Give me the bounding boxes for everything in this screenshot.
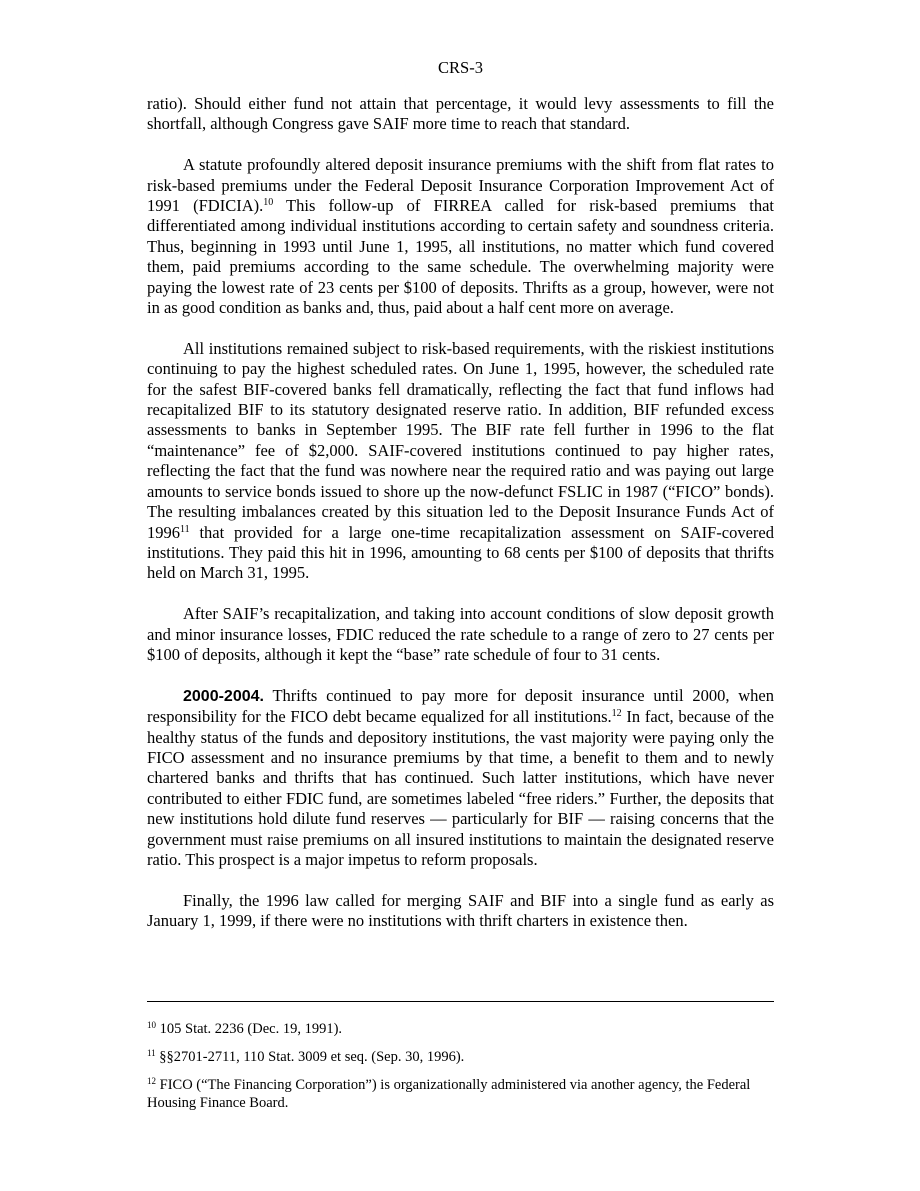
footnote-text: FICO (“The Financing Corporation”) is organizationally administered via another agency, the Federal Housing Finance Board.	[147, 1077, 751, 1111]
run-in-heading: 2000-2004.	[183, 687, 264, 705]
footnote-text: §§2701-2711, 110 Stat. 3009 et seq. (Sep. 30, 1996).	[155, 1049, 465, 1065]
footnote-ref-11: 11	[180, 523, 190, 535]
footnote-number: 11	[147, 1048, 156, 1058]
paragraph-text: This follow-up of FIRREA called for risk-based premiums that differentiated among individual institutions according to certain safety and soundness criteria. Thus, beginning in 1993 until June 1, 1995, all institutions, no matter which fund covered them, paid premiums according to the same schedule. The overwhelming majority were paying the lowest rate of 23 cents per $100 of deposits. Thrifts as a group, however, were not in as good condition as banks and, thus, paid about a half cent more on average.	[147, 196, 774, 318]
paragraph-continuation: ratio). Should either fund not attain that percentage, it would levy assessments to fill the shortfall, although Congress gave SAIF more time to reach that standard.	[147, 94, 774, 134]
paragraph-merger: Finally, the 1996 law called for merging SAIF and BIF into a single fund as early as January 1, 1999, if there were no institutions with thrift charters in existence then.	[147, 890, 774, 931]
paragraph-text: In fact, because of the healthy status of the funds and depository institutions, the vast majority were paying only the FICO assessment and no insurance premiums by that time, a benefit to them and to newly chartered banks and thrifts that has continued. Such latter institutions, which have never contributed to either FDIC fund, are sometimes labeled “free riders.” Further, the deposits that new institutions hold dilute fund reserves — particularly for BIF — raising concerns that the government must raise premiums on all insured institutions to maintain the designated reserve ratio. This prospect is a major impetus to reform proposals.	[147, 707, 774, 869]
paragraph-fdicia	[147, 155, 774, 318]
paragraph-2000-2004	[147, 686, 774, 871]
footnotes	[147, 1020, 774, 1122]
footnote-separator	[147, 1001, 774, 1002]
paragraph-text: Thrifts continued to pay more for deposit insurance until 2000, when responsibility for the FICO debt became equalized for all institutions.	[147, 685, 774, 727]
footnote-ref-12: 12	[611, 708, 622, 720]
paragraph-text: A statute profoundly altered deposit insurance premiums with the shift from flat rates to risk-based premiums under the Federal Deposit Insurance Corporation Improvement Act of 1991 (FDICIA).	[147, 155, 774, 216]
body-text	[147, 94, 774, 952]
paragraph-risk-based	[147, 339, 774, 584]
footnote-12	[147, 1076, 774, 1112]
page-header: CRS-3	[438, 58, 483, 77]
footnote-text: 105 Stat. 2236 (Dec. 19, 1991).	[156, 1021, 343, 1037]
paragraph-recapitalization: After SAIF’s recapitalization, and taking into account conditions of slow deposit growth and minor insurance losses, FDIC reduced the rate schedule to a range of zero to 27 cents per $100 of deposits, although it kept the “base” rate schedule of four to 31 cents.	[147, 604, 774, 664]
footnote-ref-10: 10	[263, 197, 274, 209]
footnote-number: 10	[147, 1020, 156, 1030]
paragraph-text: All institutions remained subject to risk-based requirements, with the riskiest institutions continuing to pay the highest scheduled rates. On June 1, 1995, however, the scheduled rate for the safest BIF-covered banks fell dramatically, reflecting the fact that fund inflows had recapitalized BIF to its statutory designated reserve ratio. In addition, BIF refunded excess assessments to banks in September 1995. The BIF rate fell further in 1996 to the flat “maintenance” fee of $2,000. SAIF-covered institutions continued to pay higher rates, reflecting the fact that the fund was nowhere near the required ratio and was paying out large amounts to service bonds issued to shore up the now-defunct FSLIC in 1987 (“FICO” bonds). The resulting imbalances created by this situation led to the Deposit Insurance Funds Act of 1996	[147, 338, 774, 542]
footnote-number: 12	[147, 1076, 156, 1086]
paragraph-text: that provided for a large one-time recapitalization assessment on SAIF-covered institutions. They paid this hit in 1996, amounting to 68 cents per $100 of deposits that thrifts held on March 31, 1995.	[147, 522, 774, 583]
footnote-10	[147, 1020, 774, 1038]
footnote-11	[147, 1048, 774, 1066]
